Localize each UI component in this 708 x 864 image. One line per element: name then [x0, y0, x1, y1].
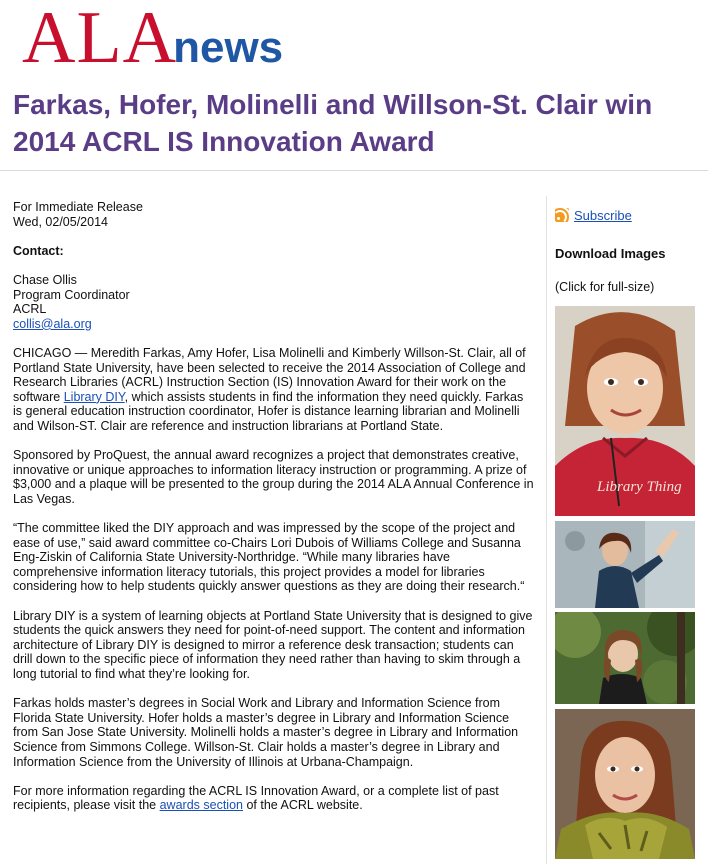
- awards-section-link[interactable]: awards section: [159, 798, 243, 813]
- release-date: Wed, 02/05/2014: [13, 214, 108, 229]
- portrait-red-shirt-image: [555, 306, 695, 516]
- paragraph-intro-text-b: , which assists students in find the information they need quickly. Farkas is general education instruction coordinator, Hofer is distance learning librarian and Molinelli and Wilson-ST. Clair are reference and instruction librarians at Portland State.: [13, 389, 524, 433]
- contact-name: Chase Ollis: [13, 272, 77, 287]
- paragraph-intro-text-a: CHICAGO — Meredith Farkas, Amy Hofer, Lisa Molinelli and Kimberly Willson-St. Clair, all of Portland State University, have been selected to receive the 2014 Association of College and Research Libraries (ACRL) Instruction Section (IS) Innovation Award for their work on the software: [13, 345, 526, 404]
- more-info-text-b: of the ACRL website.: [242, 798, 363, 813]
- more-info-text-a: For more information regarding the ACRL IS Innovation Award, or a complete list of past recipients, please visit the: [13, 783, 499, 813]
- press-release-body: [13, 200, 535, 828]
- contact-email-link[interactable]: collis@ala.org: [13, 316, 92, 331]
- subscribe-link[interactable]: Subscribe: [574, 208, 632, 223]
- library-diy-link[interactable]: Library DIY: [63, 389, 125, 404]
- contact-title: Program Coordinator: [13, 287, 130, 302]
- contact-label: Contact:: [13, 243, 64, 258]
- release-info: [13, 200, 535, 229]
- photo-molinelli[interactable]: [555, 612, 695, 704]
- photo-willson-st-clair[interactable]: [555, 709, 695, 859]
- shirt-text: Library Thing: [597, 479, 682, 495]
- portrait-scarf-image: [555, 709, 695, 859]
- release-label: For Immediate Release: [13, 200, 143, 214]
- paragraph-degrees: Farkas holds master’s degrees in Social Work and Library and Information Science from Florida State University. Hofer holds a master’s degree in Library and Information Science from San Jose State University. Molinelli holds a master’s degree in Library and Information Science from Simmons College. Willson-St. Clair holds a master’s degree in Library and Information Science from the University of Illinois at Urbana-Champaign.: [13, 696, 519, 769]
- ala-news-logo[interactable]: [22, 0, 284, 79]
- header-divider: [0, 170, 708, 171]
- contact-block: [13, 273, 535, 331]
- download-images-title: Download Images: [555, 246, 666, 261]
- photo-farkas[interactable]: [555, 306, 695, 516]
- paragraph-library-diy: Library DIY is a system of learning objects at Portland State University that is designed to give students the quick answers they need for point-of-need support. The content and information architecture of Library DIY is designed to mirror a reference desk transaction; students can drill down to the specific piece of information they need rather than having to skim through a long tutorial to find what they’re looking for.: [13, 608, 533, 681]
- paragraph-quote: “The committee liked the DIY approach and was impressed by the scope of the project and ease of use,” said award committee co-Chairs Lori Dubois of Williams College and Susanna Eng-Ziskin of California State University-Northridge. “While many libraries have comprehensive information literacy tutorials, this project provides a model for libraries considering how to help students quickly answer questions as they are doing their research.“: [13, 521, 525, 594]
- logo-news-text: news: [173, 23, 284, 72]
- subscribe-row[interactable]: [555, 208, 632, 224]
- photo-hofer[interactable]: [555, 521, 695, 608]
- contact-org: ACRL: [13, 302, 47, 317]
- logo-ala-text: ALA: [22, 0, 178, 79]
- paragraph-intro: [13, 346, 535, 434]
- rss-feed-icon[interactable]: [555, 208, 569, 222]
- click-full-size-note: (Click for full-size): [555, 280, 655, 294]
- portrait-forest-image: [555, 612, 695, 704]
- paragraph-sponsor: Sponsored by ProQuest, the annual award recognizes a project that demonstrates creative, innovative or unique approaches to information literacy instruction or programming. A prize of $3,000 and a plaque will be presented to the group during the 2014 ALA Annual Conference in Las Vegas.: [13, 448, 534, 506]
- paragraph-more-info: [13, 784, 535, 813]
- sidebar: [546, 196, 705, 864]
- portrait-presenter-image: [555, 521, 695, 608]
- page-title: Farkas, Hofer, Molinelli and Willson-St. Clair win 2014 ACRL IS Innovation Award: [13, 89, 653, 157]
